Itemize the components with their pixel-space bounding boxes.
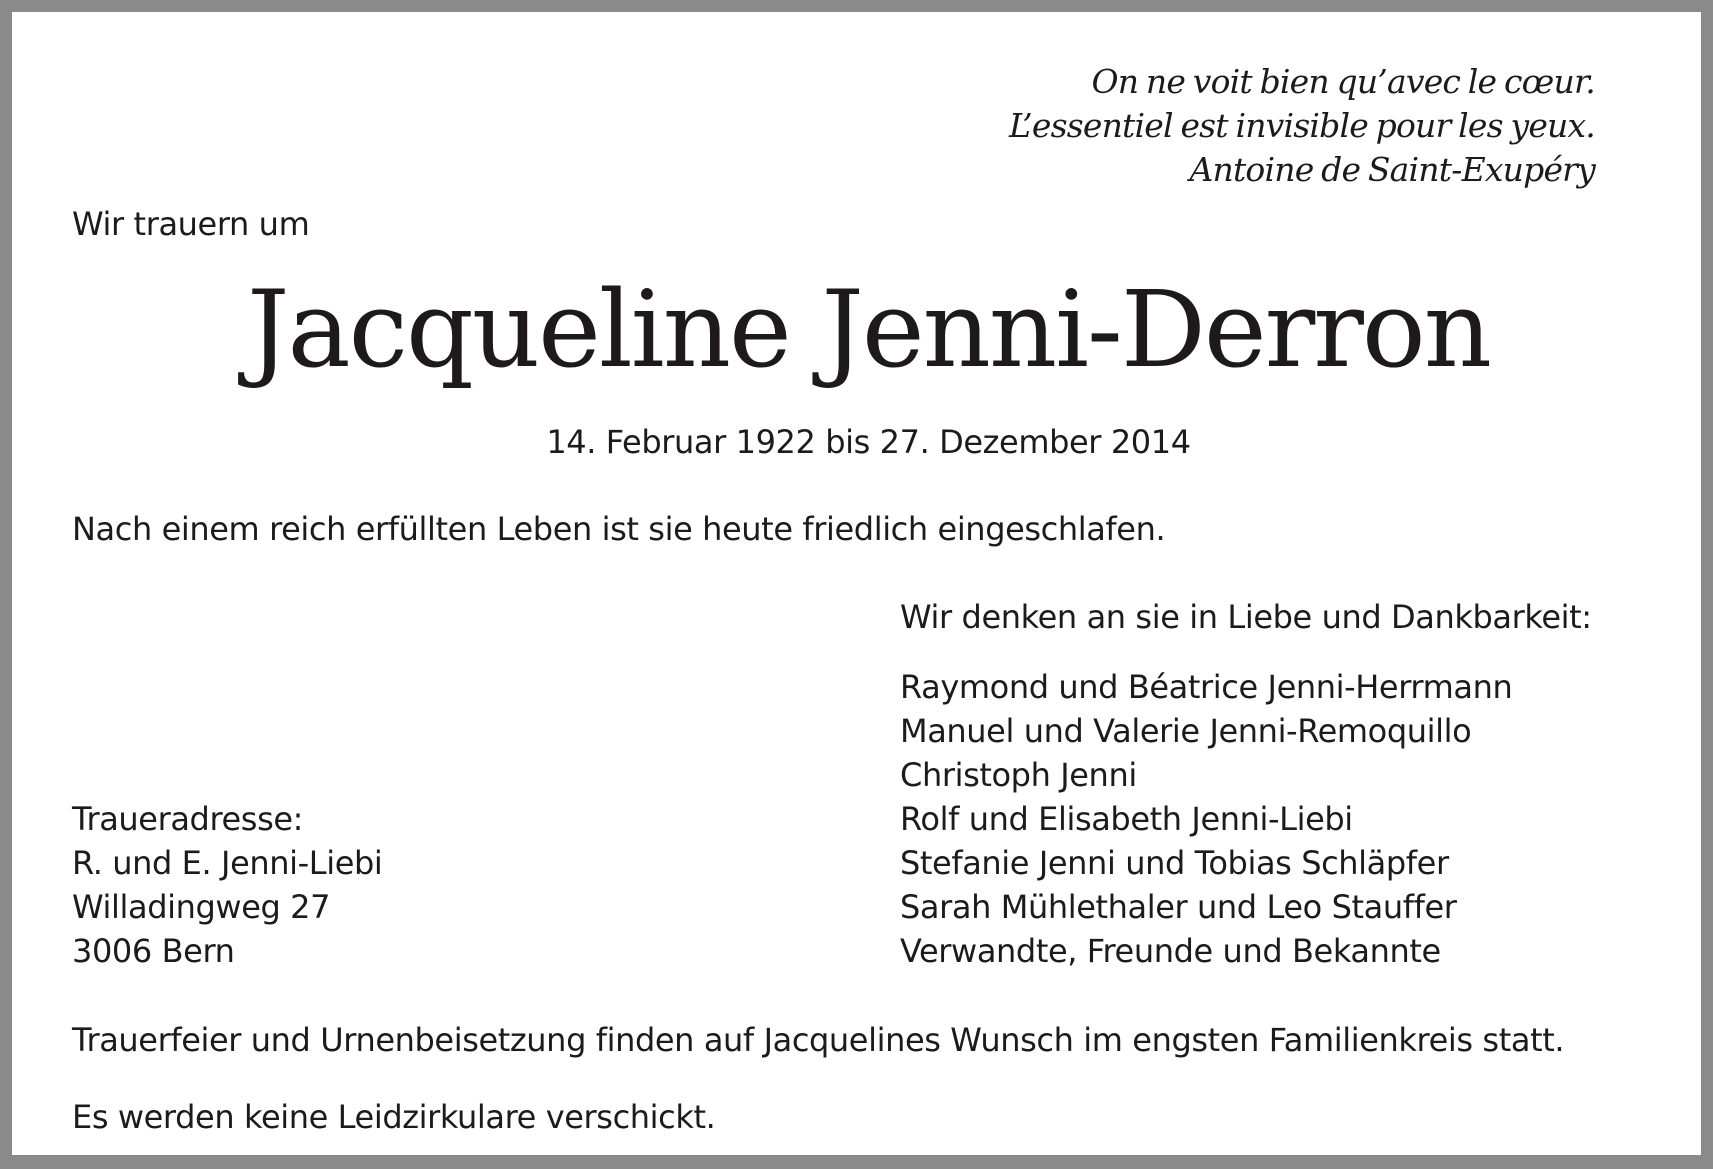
address-street: Willadingweg 27	[72, 888, 331, 926]
mourner-item: Sarah Mühlethaler und Leo Stauffer	[900, 888, 1457, 926]
address-city: 3006 Bern	[72, 932, 235, 970]
mourner-item: Manuel und Valerie Jenni-Remoquillo	[900, 712, 1472, 750]
ceremony-text: Trauerfeier und Urnenbeisetzung finden auf Jacquelines Wunsch im engsten Familienkreis statt.	[72, 1021, 1565, 1059]
mourners-list	[900, 665, 1512, 973]
mourner-item: Raymond und Béatrice Jenni-Herrmann	[900, 668, 1513, 706]
mourner-item: Stefanie Jenni und Tobias Schläpfer	[900, 844, 1449, 882]
address-name: R. und E. Jenni-Liebi	[72, 844, 383, 882]
lead-text: Nach einem reich erfüllten Leben ist sie heute friedlich eingeschlafen.	[72, 510, 1166, 548]
deceased-name: Jacqueline Jenni-Derron	[246, 268, 1491, 391]
mourner-item: Rolf und Elisabeth Jenni-Liebi	[900, 800, 1353, 838]
mourning-address	[72, 797, 382, 973]
quote-line-2: L’essentiel est invisible pour les yeux.	[1008, 106, 1595, 145]
quote-line-1: On ne voit bien qu’avec le cœur.	[1091, 62, 1595, 101]
closing-note: Es werden keine Leidzirkulare verschickt.	[72, 1098, 716, 1136]
quote-author: Antoine de Saint-Exupéry	[1189, 150, 1595, 189]
intro-text: Wir trauern um	[72, 205, 310, 243]
mourner-item: Christoph Jenni	[900, 756, 1137, 794]
life-dates: 14. Februar 1922 bis 27. Dezember 2014	[546, 423, 1191, 461]
address-label: Traueradresse:	[72, 800, 304, 838]
mourner-item: Verwandte, Freunde und Bekannte	[900, 932, 1441, 970]
thanks-heading: Wir denken an sie in Liebe und Dankbarkeit:	[900, 598, 1592, 636]
epigraph-quote	[1009, 60, 1595, 192]
